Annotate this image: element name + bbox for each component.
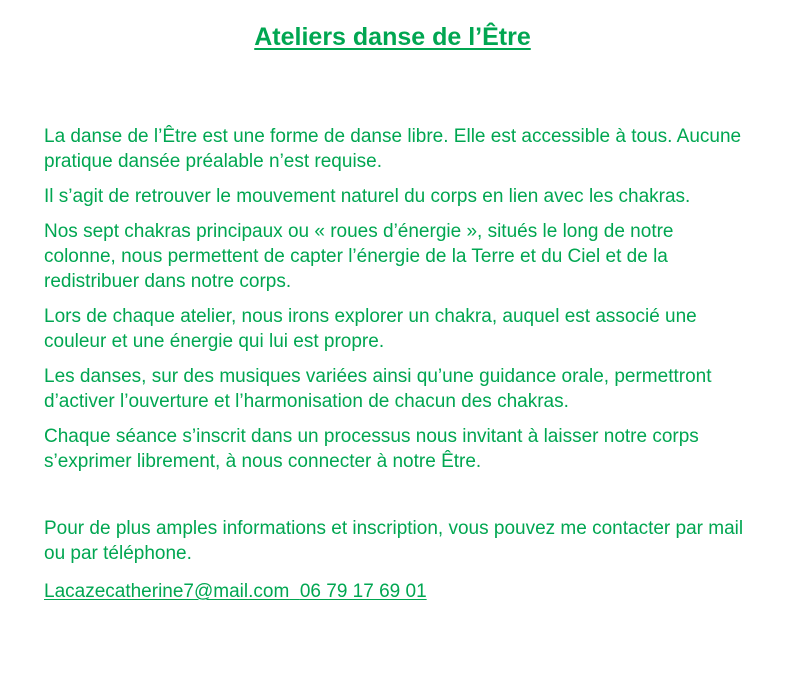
info-text: Pour de plus amples informations et inscription, vous pouvez me contacter par mail ou par téléphone. <box>44 518 744 564</box>
paragraph-session: Chaque séance s’inscrit dans un processus nous invitant à laisser notre corps s’exprimer librement, à nous connecter à notre Être. <box>44 426 699 472</box>
paragraph-workshop: Lors de chaque atelier, nous irons explorer un chakra, auquel est associé une couleur et une énergie qui lui est propre. <box>44 306 697 352</box>
content <box>44 124 744 604</box>
phone-number: 06 79 17 69 01 <box>299 581 427 602</box>
paragraph-intro: La danse de l’Être est une forme de danse libre. Elle est accessible à tous. Aucune pratique dansée préalable n’est requise. <box>44 126 742 172</box>
spacer <box>44 484 744 516</box>
contact-line <box>44 579 744 604</box>
paragraph-movement: Il s’agit de retrouver le mouvement naturel du corps en lien avec les chakras. <box>44 186 691 207</box>
email-link[interactable]: Lacazecatherine7@mail.com <box>44 581 290 602</box>
paragraph-dances: Les danses, sur des musiques variées ainsi qu’une guidance orale, permettront d’activer l’ouverture et l’harmonisation de chacun des chakras. <box>44 366 712 412</box>
paragraph-chakras: Nos sept chakras principaux ou « roues d’énergie », situés le long de notre colonne, nous permettent de capter l’énergie de la Terre et du Ciel et de la redistribuer dans notre corps. <box>44 221 674 292</box>
page-title: Ateliers danse de l’Être <box>254 23 531 51</box>
